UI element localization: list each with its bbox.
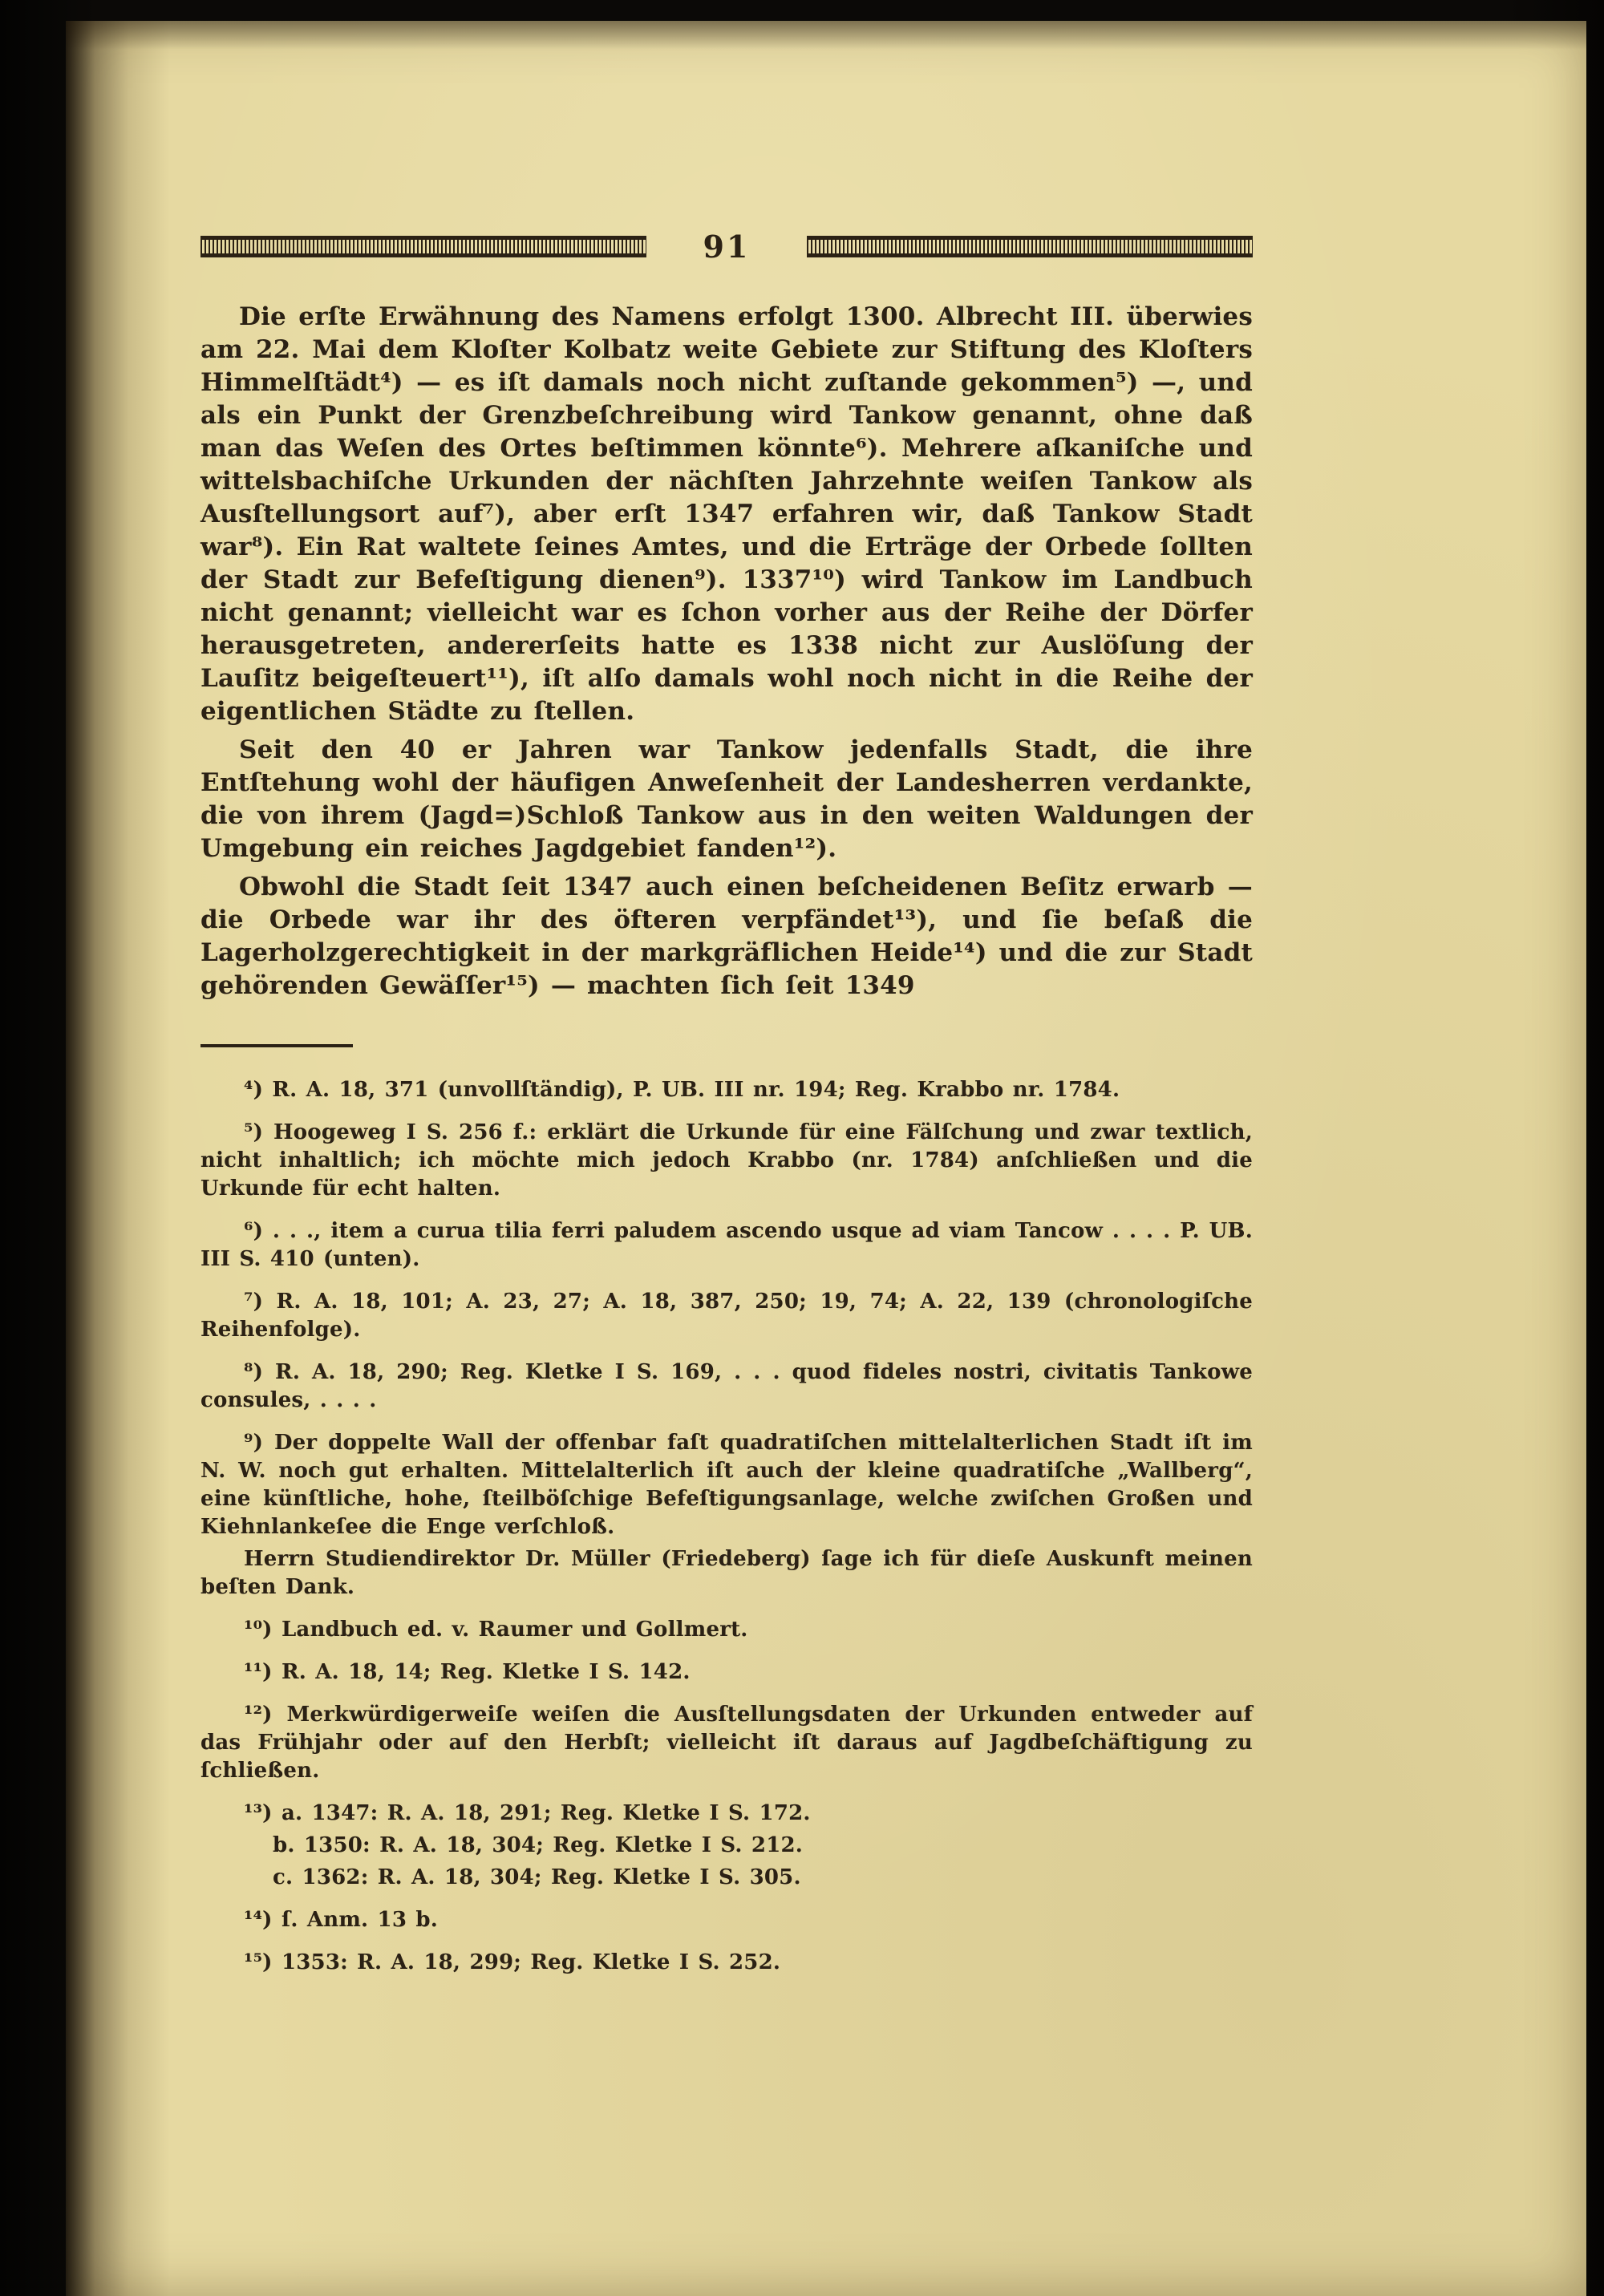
footnote-10 xyxy=(200,1616,1253,1644)
footnote-text: R. A. 18, 14; Reg. Kletke I S. 142. xyxy=(281,1660,691,1684)
footnote-marker: ¹²) xyxy=(244,1703,273,1727)
footnote-marker: ¹³) xyxy=(244,1801,273,1825)
gutter-shadow xyxy=(66,21,170,2296)
page-number: 91 xyxy=(703,229,751,265)
footnote-text: 1353: R. A. 18, 299; Reg. Kletke I S. 252. xyxy=(281,1950,781,1974)
footnote-11 xyxy=(200,1658,1253,1687)
top-edge-shadow xyxy=(66,21,1586,50)
footnote-text: Hoogeweg I S. 256 f.: erklärt die Urkunde für eine Fälſchung und zwar textlich, nicht inhaltlich; ich möchte mich jedoch Krabbo (nr. 1784) anſchließen und die Urkunde für echt halten. xyxy=(200,1120,1253,1201)
header-rule-right xyxy=(807,236,1253,257)
footnote-text: c. 1362: R. A. 18, 304; Reg. Kletke I S. 305. xyxy=(273,1865,801,1889)
footnote-9-continuation xyxy=(200,1545,1253,1602)
footnote-marker: ¹⁰) xyxy=(244,1618,273,1642)
footnote-marker: ¹¹) xyxy=(244,1660,273,1684)
footnote-12 xyxy=(200,1701,1253,1785)
footnote-text: R. A. 18, 101; A. 23, 27; A. 18, 387, 250; 19, 74; A. 22, 139 (chronologiſche Reihenfolge). xyxy=(200,1290,1253,1342)
footnote-15 xyxy=(200,1949,1253,1977)
footnotes xyxy=(200,1076,1253,1977)
footnote-marker: ⁸) xyxy=(244,1360,264,1384)
footnote-marker: ⁵) xyxy=(244,1120,264,1144)
footnote-9 xyxy=(200,1429,1253,1541)
footnote-13a xyxy=(200,1800,1253,1828)
footnote-text: Der doppelte Wall der offenbar faſt quadratiſchen mittelalterlichen Stadt iſt im N. W. noch gut erhalten. Mittelalterlich iſt auch der kleine quadratiſche „Wallberg“, eine künſtliche, hohe, ſteilböſchige Befeſtigungsanlage, welche zwiſchen Großen und Kiehnlankeſee die Enge verſchloß. xyxy=(200,1431,1253,1539)
footnote-text: a. 1347: R. A. 18, 291; Reg. Kletke I S. 172. xyxy=(281,1801,811,1825)
footnote-text: Merkwürdigerweiſe weiſen die Ausſtellungsdaten der Urkunden entweder auf das Frühjahr oder auf den Herbſt; vielleicht iſt daraus auf Jagdbeſchäftigung zu ſchließen. xyxy=(200,1703,1253,1783)
footnote-text: ſ. Anm. 13 b. xyxy=(281,1908,438,1932)
footnote-6 xyxy=(200,1217,1253,1274)
footnote-text: . . ., item a curua tilia ferri paludem ascendo usque ad viam Tancow . . . . P. UB. III S. 410 (unten). xyxy=(200,1219,1253,1271)
footnote-4 xyxy=(200,1076,1253,1104)
header-rule-left xyxy=(200,236,646,257)
book-page xyxy=(66,21,1586,2296)
footnote-marker: ⁷) xyxy=(244,1290,264,1314)
footnote-text: Herrn Studiendirektor Dr. Müller (Friedeberg) ſage ich für dieſe Auskunft meinen beſten Dank. xyxy=(200,1547,1253,1599)
footnote-separator xyxy=(200,1044,353,1047)
footnote-marker: ¹⁵) xyxy=(244,1950,273,1974)
footnote-13b xyxy=(200,1832,1253,1860)
footnote-marker: ¹⁴) xyxy=(244,1908,273,1932)
footnote-text: b. 1350: R. A. 18, 304; Reg. Kletke I S. 212. xyxy=(273,1833,804,1857)
footnote-text: Landbuch ed. v. Raumer und Gollmert. xyxy=(281,1618,748,1642)
page-content xyxy=(200,229,1253,1991)
footnote-14 xyxy=(200,1906,1253,1934)
body-text xyxy=(200,301,1253,1002)
paragraph-1: Die erſte Erwähnung des Namens erfolgt 1300. Albrecht III. überwies am 22. Mai dem Kloſter Kolbatz weite Gebiete zur Stiftung des Kloſters Himmelſtädt⁴) — es iſt damals noch nicht zuſtande gekommen⁵) —, und als ein Punkt der Grenzbeſchreibung wird Tankow genannt, ohne daß man das Weſen des Ortes beſtimmen könnte⁶). Mehrere aſkaniſche und wittelsbachiſche Urkunden der nächſten Jahrzehnte weiſen Tankow als Ausſtellungsort auf⁷), aber erſt 1347 erfahren wir, daß Tankow Stadt war⁸). Ein Rat waltete ſeines Amtes, und die Erträge der Orbede ſollten der Stadt zur Befeſtigung dienen⁹). 1337¹⁰) wird Tankow im Landbuch nicht genannt; vielleicht war es ſchon vorher aus der Reihe der Dörfer herausgetreten, andererſeits hatte es 1338 nicht zur Auslöſung der Lauſitz beigeſteuert¹¹), iſt alſo damals wohl noch nicht in die Reihe der eigentlichen Städte zu ſtellen. xyxy=(200,302,1253,726)
paragraph-2: Seit den 40 er Jahren war Tankow jedenfalls Stadt, die ihre Entſtehung wohl der häufigen Anweſenheit der Landesherren verdankte, die von ihrem (Jagd=)Schloß Tankow aus in den weiten Waldungen der Umgebung ein reiches Jagdgebiet fanden¹²). xyxy=(200,735,1253,863)
footnote-marker: ⁶) xyxy=(244,1219,264,1243)
footnote-text: R. A. 18, 290; Reg. Kletke I S. 169, . . . quod fideles nostri, civitatis Tankowe consules, . . . . xyxy=(200,1360,1253,1412)
footnote-5 xyxy=(200,1119,1253,1203)
footnote-text: R. A. 18, 371 (unvollſtändig), P. UB. III nr. 194; Reg. Krabbo nr. 1784. xyxy=(272,1078,1120,1102)
footnote-7 xyxy=(200,1288,1253,1344)
footnote-marker: ⁹) xyxy=(244,1431,264,1455)
page-header xyxy=(200,229,1253,265)
paragraph-3: Obwohl die Stadt ſeit 1347 auch einen beſcheidenen Beſitz erwarb — die Orbede war ihr des öfteren verpfändet¹³), und ſie beſaß die Lagerholzgerechtigkeit in der markgräflichen Heide¹⁴) und die zur Stadt gehörenden Gewäſſer¹⁵) — machten ſich ſeit 1349 xyxy=(200,873,1253,1000)
footnote-8 xyxy=(200,1359,1253,1415)
footnote-13c xyxy=(200,1864,1253,1892)
footnote-marker: ⁴) xyxy=(244,1078,264,1102)
